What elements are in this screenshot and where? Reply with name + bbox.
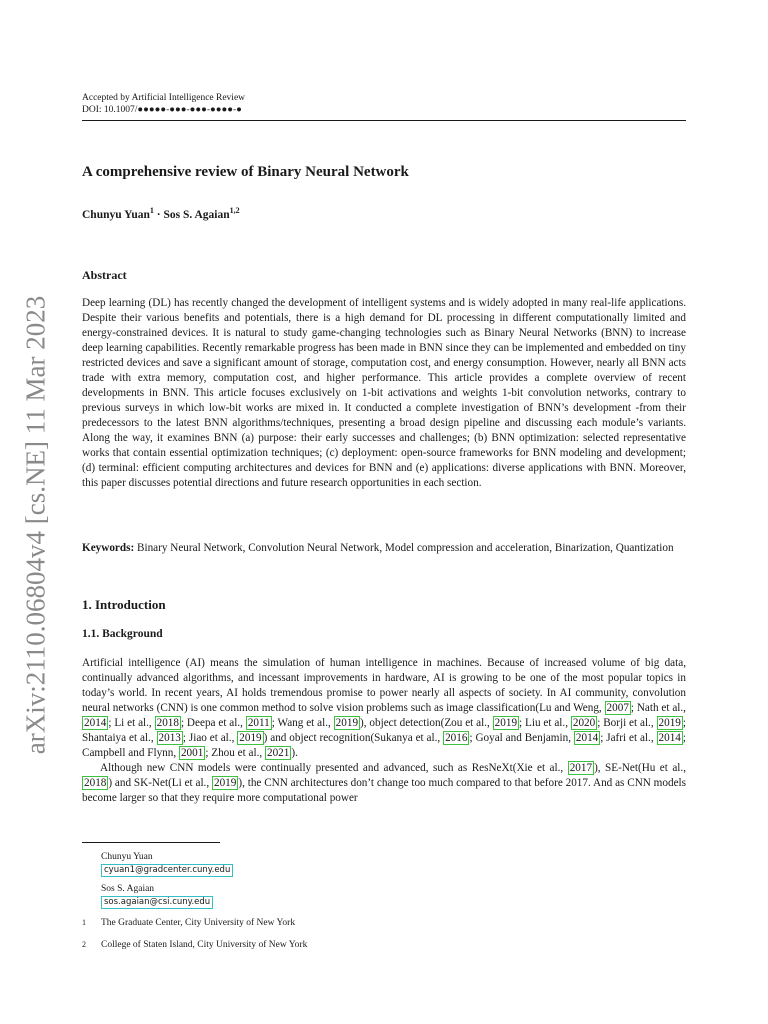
keywords-label: Keywords: bbox=[82, 542, 135, 554]
footnote-number: 2 bbox=[82, 940, 86, 949]
header-divider bbox=[82, 120, 686, 121]
abstract-text: Deep learning (DL) has recently changed the development of intelligent systems and is widely adopted in many real-life applications. Despite their various benefits and potentials, there is a high demand for DL processing in different computationally limited and energy-constrained devices. It is natural to study game-changing technologies such as Binary Neural Networks (BNN) to increase deep learning capabilities. Recently remarkable progress has been made in BNN since they can be implemented and embedded on tiny restricted devices and save a significant amount of storage, computation cost, and energy consumption. However, nearly all BNN acts trade with extra memory, computation cost, and higher performance. This article provides a complete overview of recent developments in BNN. This article focuses exclusively on 1-bit activations and weights 1-bit convolution networks, contrary to previous surveys in which low-bit works are mixed in. It conducted a complete investigation of BNN’s development -from their predecessors to the latest BNN algorithms/techniques, presenting a broad design pipeline and discussing each module’s variants. Along the way, it examines BNN (a) purpose: their early successes and challenges; (b) BNN optimization: selected representative works that contain essential optimization techniques; (c) deployment: open-source frameworks for BNN modeling and development; (d) terminal: efficient computing architectures and devices for BNN and (e) applications: diverse applications with BNN. Moreover, this paper discusses potential directions and future research opportunities in each section. bbox=[82, 297, 686, 489]
email-link[interactable]: cyuan1@gradcenter.cuny.edu bbox=[101, 864, 233, 877]
author-list bbox=[82, 206, 240, 221]
citation-link[interactable]: 2018 bbox=[156, 717, 179, 729]
citation-link[interactable]: 2014 bbox=[84, 717, 107, 729]
citation-link[interactable]: 2013 bbox=[158, 732, 181, 744]
citation-link[interactable]: 2019 bbox=[658, 717, 681, 729]
citation-link[interactable]: 2014 bbox=[658, 732, 681, 744]
author-affiliation-mark: 1,2 bbox=[229, 206, 240, 215]
author-contacts bbox=[101, 851, 233, 909]
abstract-heading: Abstract bbox=[82, 268, 127, 282]
author-name: Sos S. Agaian bbox=[163, 208, 230, 221]
footnote-divider bbox=[82, 842, 220, 843]
contact-name: Chunyu Yuan bbox=[101, 852, 153, 862]
citation-link[interactable]: 2020 bbox=[572, 717, 596, 729]
citation-link[interactable]: 2019 bbox=[213, 777, 237, 789]
affiliation-text: The Graduate Center, City University of New York bbox=[101, 918, 296, 928]
paper-title: A comprehensive review of Binary Neural Network bbox=[82, 164, 409, 180]
citation-link[interactable]: 2019 bbox=[335, 717, 359, 729]
affiliation-footnote bbox=[82, 940, 307, 950]
email-link[interactable]: sos.agaian@csi.cuny.edu bbox=[101, 896, 213, 909]
citation-link[interactable]: 2007 bbox=[606, 702, 629, 714]
citation-link[interactable]: 2014 bbox=[575, 732, 599, 744]
footnote-number: 1 bbox=[82, 918, 86, 927]
arxiv-side-stamp bbox=[16, 295, 56, 755]
subsection-heading: 1.1. Background bbox=[82, 628, 163, 640]
doi-line: DOI: 10.1007/●●●●●-●●●-●●●-●●●●-● bbox=[82, 105, 242, 115]
citation-link[interactable]: 2018 bbox=[84, 777, 107, 789]
acceptance-note: Accepted by Artificial Intelligence Review bbox=[82, 93, 246, 103]
author-name: Chunyu Yuan bbox=[82, 208, 150, 221]
citation-link[interactable]: 2021 bbox=[266, 747, 290, 759]
contact-name: Sos S. Agaian bbox=[101, 884, 155, 894]
affiliation-footnote bbox=[82, 918, 295, 928]
introduction-body bbox=[82, 656, 686, 806]
introduction-paragraph: Although new CNN models were continually presented and advanced, such as ResNeXt(Xie et al., 2017 ), SE-Net(Hu et al., 2018 ) and SK-Net(Li et al., 2019 ), the CNN architectures don’t change too much compared to that before 2017. And as CNN models become larger so that they require more computational power bbox=[82, 762, 687, 804]
author-separator: · bbox=[153, 208, 164, 221]
journal-header bbox=[82, 92, 686, 116]
affiliation-text: College of Staten Island, City University of New York bbox=[101, 940, 308, 950]
citation-link[interactable]: 2011 bbox=[247, 717, 270, 729]
section-heading: 1. Introduction bbox=[82, 597, 166, 612]
keywords-list: Binary Neural Network, Convolution Neural Network, Model compression and acceleration, Binarization, Quantization bbox=[134, 542, 674, 554]
introduction-paragraph: Artificial intelligence (AI) means the simulation of human intelligence in machines. Because of increased volume of big data, continually advanced algorithms, and incessant improvements in hardware, AI is growing to be one of the most popular topics in today’s world. In recent years, AI holds tremendous promise to power nearly all aspects of society. In AI community, convolution neural networks (CNN) is one common method to solve vision problems such as image classification(Lu and Weng, 2007 ; Nath et al., 2014 ; Li et al., 2018 ; Deepa et al., 2011 ; Wang et al., 2019 ), object detection(Zou et al., 2019 ; Liu et al., 2020 ; Borji et al., 2019 ; Shantaiya et al., 2013 ; Jiao et al., 2019 ) and object recognition(Sukanya et al., 2016 ; Goyal and Benjamin, 2014 ; Jafri et al., 2014 ; Campbell and Flynn, 2001 ; Zhou et al., 2021 ). bbox=[82, 657, 686, 759]
citation-link[interactable]: 2019 bbox=[239, 732, 262, 744]
author-affiliation-mark: 1 bbox=[149, 206, 154, 215]
citation-link[interactable]: 2017 bbox=[569, 762, 593, 774]
citation-link[interactable]: 2016 bbox=[445, 732, 468, 744]
keywords bbox=[82, 541, 686, 556]
arxiv-identifier: arXiv:2110.06804v4 [cs.NE] 11 Mar 2023 bbox=[20, 295, 51, 755]
citation-link[interactable]: 2001 bbox=[180, 747, 204, 759]
citation-link[interactable]: 2019 bbox=[494, 717, 518, 729]
